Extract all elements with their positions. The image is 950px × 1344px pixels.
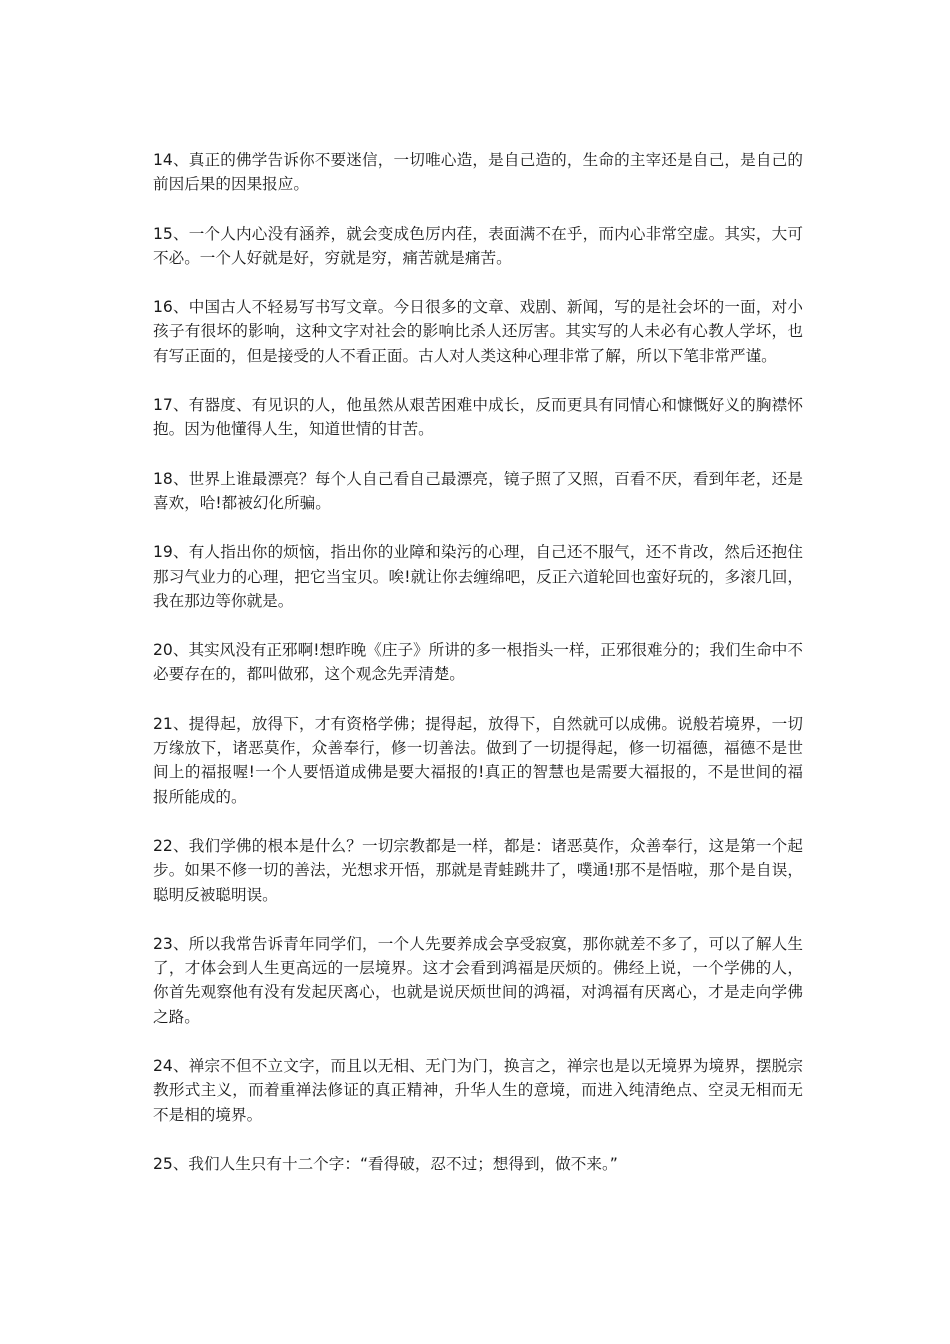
paragraph-21: 21、提得起，放得下，才有资格学佛；提得起，放得下，自然就可以成佛。说般若境界，一切万缘放下，诸恶莫作，众善奉行，修一切善法。做到了一切提得起，修一切福德，福德不是世间上的福报喔!一个人要悟道成佛是要大福报的!真正的智慧也是需要大福报的，不是世间的福报所能成的。 <box>153 714 803 806</box>
paragraph-14: 14、真正的佛学告诉你不要迷信，一切唯心造，是自己造的，生命的主宰还是自己，是自己的前因后果的因果报应。 <box>153 151 803 194</box>
paragraph-20: 20、其实风没有正邪啊!想昨晚《庄子》所讲的多一根指头一样，正邪很难分的；我们生命中不必要存在的，都叫做邪，这个观念先弄清楚。 <box>153 641 803 684</box>
paragraph-25: 25、我们人生只有十二个字：“看得破，忍不过；想得到，做不来。” <box>153 1154 618 1173</box>
paragraph-16: 16、中国古人不轻易写书写文章。今日很多的文章、戏剧、新闻，写的是社会坏的一面，对小孩子有很坏的影响，这种文字对社会的影响比杀人还厉害。其实写的人未必有心教人学坏，也有写正面的，但是接受的人不看正面。古人对人类这种心理非常了解，所以下笔非常严谨。 <box>153 298 803 365</box>
paragraph-23: 23、所以我常告诉青年同学们，一个人先要养成会享受寂寞，那你就差不多了，可以了解人生了，才体会到人生更高远的一层境界。这才会看到鸿福是厌烦的。佛经上说，一个学佛的人，你首先观察他有没有发起厌离心，也就是说厌烦世间的鸿福，对鸿福有厌离心，才是走向学佛之路。 <box>153 934 803 1026</box>
document-body <box>153 148 803 1176</box>
paragraph-22: 22、我们学佛的根本是什么？一切宗教都是一样，都是：诸恶莫作，众善奉行，这是第一个起步。如果不修一切的善法，光想求开悟，那就是青蛙跳井了，噗通!那不是悟啦，那个是自误，聪明反被聪明误。 <box>153 836 803 904</box>
paragraph-15: 15、一个人内心没有涵养，就会变成色厉内荏，表面满不在乎，而内心非常空虚。其实，大可不必。一个人好就是好，穷就是穷，痛苦就是痛苦。 <box>153 224 803 267</box>
paragraph-19: 19、有人指出你的烦恼，指出你的业障和染污的心理，自己还不服气，还不肯改，然后还抱住那习气业力的心理，把它当宝贝。唉!就让你去缠绵吧，反正六道轮回也蛮好玩的，多滚几回，我在那边等你就是。 <box>153 543 803 610</box>
paragraph-18: 18、世界上谁最漂亮？每个人自己看自己最漂亮，镜子照了又照，百看不厌，看到年老，还是喜欢，哈!都被幻化所骗。 <box>153 469 803 512</box>
paragraph-17: 17、有器度、有见识的人，他虽然从艰苦困难中成长，反而更具有同情心和慷慨好义的胸襟怀抱。因为他懂得人生，知道世情的甘苦。 <box>153 396 803 439</box>
paragraph-24: 24、禅宗不但不立文字，而且以无相、无门为门，换言之，禅宗也是以无境界为境界，摆脱宗教形式主义，而着重禅法修证的真正精神，升华人生的意境，而进入纯清绝点、空灵无相而无不是相的境界。 <box>153 1057 803 1124</box>
